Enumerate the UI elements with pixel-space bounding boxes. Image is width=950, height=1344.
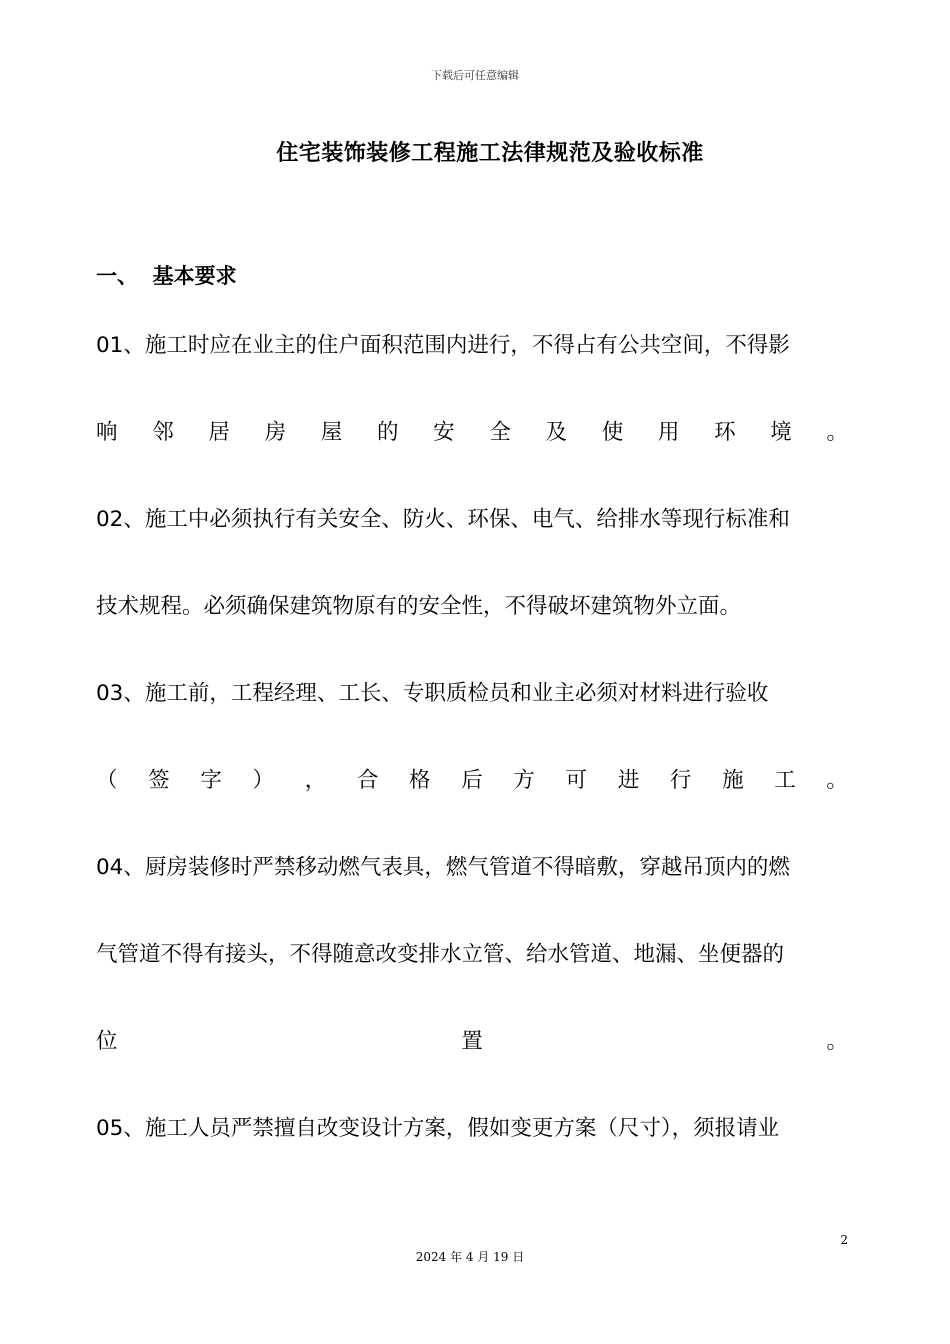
justified-char: （ <box>96 768 118 793</box>
justified-char: 安 <box>433 420 455 445</box>
section-heading: 一、 基本要求 <box>96 264 237 288</box>
footer-date: 2024 年 4 月 19 日 <box>415 1250 525 1264</box>
paragraph-line: 02、施工中必须执行有关安全、防火、环保、电气、给排水等现行标准和 <box>96 507 790 532</box>
justified-char: ， <box>304 768 327 793</box>
justified-char: 使 <box>601 420 624 445</box>
justified-char: 房 <box>264 420 287 445</box>
justified-char: 环 <box>714 420 736 445</box>
paragraph-line <box>96 1027 848 1057</box>
paragraph-line: 04、厨房装修时严禁移动燃气表具，燃气管道不得暗敷，穿越吊顶内的燃 <box>96 855 790 880</box>
paragraph-line: 01、施工时应在业主的住户面积范围内进行，不得占有公共空间，不得影 <box>96 333 790 358</box>
paragraph-line: 05、施工人员严禁擅自改变设计方案，假如变更方案（尺寸），须报请业 <box>96 1116 780 1141</box>
justified-char: 字 <box>200 768 222 793</box>
justified-char: 的 <box>376 420 399 445</box>
justified-char: 用 <box>657 420 680 445</box>
paragraph-line <box>96 418 848 448</box>
justified-char: 签 <box>148 768 170 793</box>
justified-char: 居 <box>208 420 230 445</box>
justified-char: 合 <box>356 768 379 793</box>
paragraph-line: 技术规程。必须确保建筑物原有的安全性，不得破坏建筑物外立面。 <box>96 594 742 619</box>
justified-char: 。 <box>826 420 848 445</box>
justified-char: 屋 <box>320 420 343 445</box>
justified-char: 方 <box>513 768 535 793</box>
paragraph-line: 03、施工前，工程经理、工长、专职质检员和业主必须对材料进行验收 <box>96 681 769 706</box>
document-title: 住宅装饰装修工程施工法律规范及验收标准 <box>276 141 704 166</box>
justified-char: 置 <box>461 1029 483 1054</box>
justified-char: 位 <box>96 1029 118 1054</box>
justified-char: 施 <box>722 768 744 793</box>
justified-char: 全 <box>489 420 511 445</box>
paragraph-line <box>96 766 848 796</box>
justified-char: ） <box>252 768 275 793</box>
justified-char: 进 <box>617 768 640 793</box>
justified-char: 可 <box>565 768 588 793</box>
header-note: 下载后可任意编辑 <box>431 69 519 82</box>
justified-char: 及 <box>545 420 568 445</box>
paragraph-line: 气管道不得有接头，不得随意改变排水立管、给水管道、地漏、坐便器的 <box>96 942 785 967</box>
justified-char: 响 <box>96 420 118 445</box>
justified-char: 工 <box>774 768 796 793</box>
justified-char: 境 <box>770 420 792 445</box>
justified-char: 格 <box>409 768 431 793</box>
justified-char: 。 <box>826 768 848 793</box>
justified-char: 行 <box>669 768 692 793</box>
justified-char: 后 <box>461 768 483 793</box>
justified-char: 。 <box>826 1029 848 1054</box>
justified-char: 邻 <box>152 420 174 445</box>
page-number: 2 <box>840 1233 848 1247</box>
